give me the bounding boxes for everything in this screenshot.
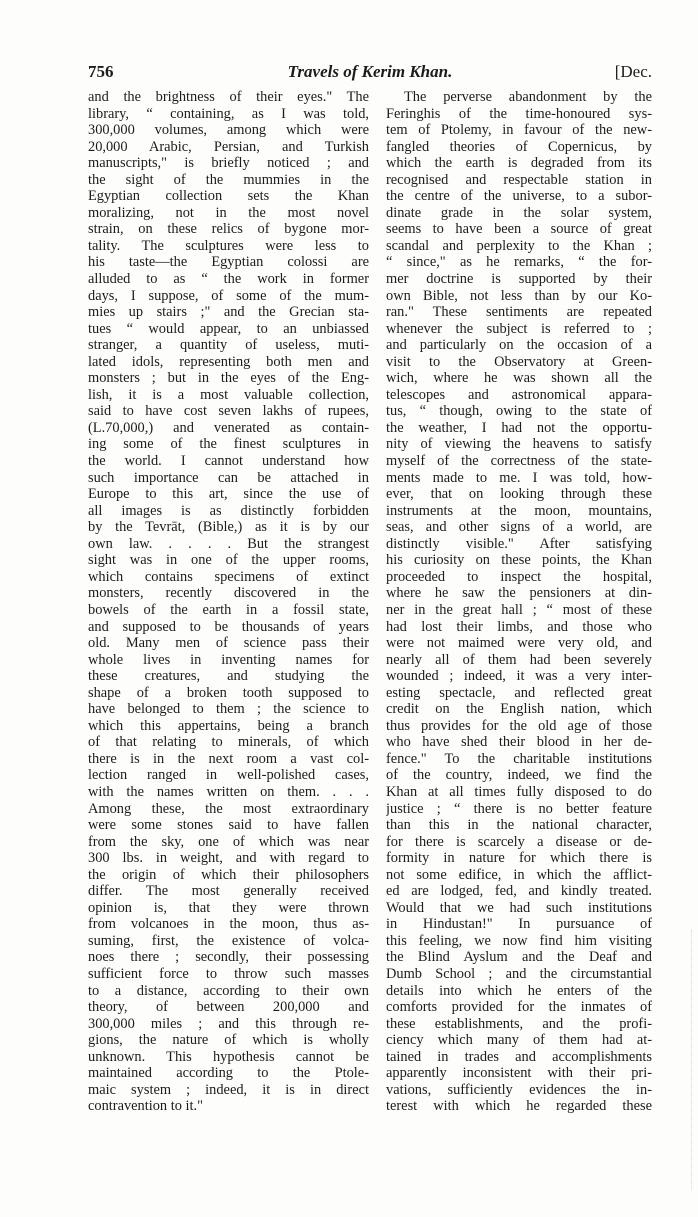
text-line: ciency which many of them had at-	[386, 1032, 652, 1049]
text-line: visit to the Observatory at Green-	[386, 353, 652, 370]
text-line: said to have cost seven lakhs of rupees,	[88, 403, 369, 420]
text-line: 20,000 Arabic, Persian, and Turkish	[88, 138, 369, 155]
text-line: whenever the subject is referred to ;	[386, 320, 652, 337]
left-text-column	[88, 89, 369, 1115]
text-line: ever, that on looking through these	[386, 486, 652, 503]
text-line: 300 lbs. in weight, and with regard to	[88, 850, 369, 867]
text-line: manuscripts," is briefly noticed ; and	[88, 155, 369, 172]
text-line: maintained according to the Ptole-	[88, 1065, 369, 1082]
text-line: ner in the great hall ; “ most of these	[386, 601, 652, 618]
text-line: moralizing, not in the most novel	[88, 204, 369, 221]
text-line: seems to have been a source of great	[386, 221, 652, 238]
text-line: lection ranged in well-polished cases,	[88, 767, 369, 784]
text-line: were some stones said to have fallen	[88, 817, 369, 834]
text-line: were not maimed were very old, and	[386, 635, 652, 652]
text-line: whole lives in inventing names for	[88, 651, 369, 668]
text-line: telescopes and astronomical appara-	[386, 386, 652, 403]
text-line: from volcanoes in the moon, thus as-	[88, 916, 369, 933]
text-line: the weather, I had not the opportu-	[386, 419, 652, 436]
text-line: these creatures, and studying the	[88, 668, 369, 685]
text-line: have belonged to them ; the science to	[88, 701, 369, 718]
text-line: apparently inconsistent with their pri-	[386, 1065, 652, 1082]
text-line: details into which he enters of the	[386, 982, 652, 999]
text-line: tained in trades and accomplishments	[386, 1048, 652, 1065]
text-line: and supposed to be thousands of years	[88, 618, 369, 635]
text-line: recognised and respectable station in	[386, 171, 652, 188]
text-line: bowels of the earth in a fossil state,	[88, 601, 369, 618]
text-line: shape of a broken tooth supposed to	[88, 684, 369, 701]
text-line: nity of viewing the heavens to satisfy	[386, 436, 652, 453]
text-line: instruments at the moon, mountains,	[386, 502, 652, 519]
text-line: strain, on these relics of bygone mor-	[88, 221, 369, 238]
text-line: the Blind Ayslum and the Deaf and	[386, 949, 652, 966]
text-line: days, I suppose, of some of the mum-	[88, 287, 369, 304]
text-line: tus, “ though, owing to the state of	[386, 403, 652, 420]
page-number: 756	[88, 62, 114, 81]
text-line: credit on the English nation, which	[386, 701, 652, 718]
text-line: (L.70,000,) and venerated as contain-	[88, 419, 369, 436]
text-line: from the sky, one of which was near	[88, 833, 369, 850]
text-line: all images is as distinctly forbidden	[88, 502, 369, 519]
text-line: mer doctrine is supported by their	[386, 271, 652, 288]
text-line: “ since," as he remarks, “ the for-	[386, 254, 652, 271]
text-line: distinctly visible." After satisfying	[386, 535, 652, 552]
right-text-column	[386, 89, 652, 1115]
text-line: who have shed their blood in her de-	[386, 734, 652, 751]
text-line: Would that we had such institutions	[386, 899, 652, 916]
text-line: of the country, indeed, we find the	[386, 767, 652, 784]
text-line: for there is scarcely a disease or de-	[386, 833, 652, 850]
text-line: Dumb School ; and the circumstantial	[386, 965, 652, 982]
text-line: tem of Ptolemy, in favour of the new-	[386, 122, 652, 139]
text-line: than this in the national character,	[386, 817, 652, 834]
text-line: seas, and other signs of a world, are	[386, 519, 652, 536]
text-line: which this appertains, being a branch	[88, 717, 369, 734]
text-line: unknown. This hypothesis cannot be	[88, 1048, 369, 1065]
text-line: the sight of the mummies in the	[88, 171, 369, 188]
text-line: tues “ would appear, to an unbiassed	[88, 320, 369, 337]
text-line: lated idols, representing both men and	[88, 353, 369, 370]
text-line: there is in the next room a vast col-	[88, 750, 369, 767]
text-line: library, “ containing, as I was told,	[88, 105, 369, 122]
text-line: to a distance, according to their own	[88, 982, 369, 999]
text-line: these establishments, and the profi-	[386, 1015, 652, 1032]
text-line: monsters ; but in the eyes of the Eng-	[88, 370, 369, 387]
text-line: old. Many men of science pass their	[88, 635, 369, 652]
text-line: comforts provided for the inmates of	[386, 999, 652, 1016]
text-line: such importance can be attached in	[88, 469, 369, 486]
text-line: ing some of the finest sculptures in	[88, 436, 369, 453]
text-line: nearly all of them had been severely	[386, 651, 652, 668]
text-line: and particularly on the occasion of a	[386, 337, 652, 354]
text-line: his taste—the Egyptian colossi are	[88, 254, 369, 271]
text-line: vations, sufficiently evidences the in-	[386, 1081, 652, 1098]
text-line: Khan at all times fully disposed to do	[386, 783, 652, 800]
text-line: had lost their limbs, and those who	[386, 618, 652, 635]
text-line: tality. The sculptures were less to	[88, 237, 369, 254]
text-line: ed are lodged, fed, and kindly treated.	[386, 883, 652, 900]
text-line: the origin of which their philosophers	[88, 866, 369, 883]
running-title: Travels of Kerim Khan.	[287, 62, 453, 81]
text-line: the world. I cannot understand how	[88, 453, 369, 470]
text-line: myself of the correctness of the state-	[386, 453, 652, 470]
text-line: lish, it is a most valuable collection,	[88, 386, 369, 403]
text-line: opinion is, that they were thrown	[88, 899, 369, 916]
text-line: which contains specimens of extinct	[88, 568, 369, 585]
text-line: theory, of between 200,000 and	[88, 999, 369, 1016]
text-line: stranger, a quantity of useless, muti-	[88, 337, 369, 354]
text-line: contravention to it."	[88, 1098, 203, 1115]
text-line: formity in nature for which there is	[386, 850, 652, 867]
page-edge-mark	[661, 930, 692, 1190]
text-line: ran." These sentiments are repeated	[386, 304, 652, 321]
text-line: gions, the nature of which is wholly	[88, 1032, 369, 1049]
text-line: maic system ; indeed, it is in direct	[88, 1081, 369, 1098]
text-line: of that relating to minerals, of which	[88, 734, 369, 751]
text-line: terest with which he regarded these	[386, 1098, 652, 1115]
text-line: mies up stairs ;" and the Grecian sta-	[88, 304, 369, 321]
text-line: with the names written on them. . . .	[88, 783, 369, 800]
text-line: which the earth is degraded from its	[386, 155, 652, 172]
text-line: suming, first, the existence of volca-	[88, 932, 369, 949]
text-line: the centre of the universe, to a subor-	[386, 188, 652, 205]
text-line: esting spectacle, and reflected great	[386, 684, 652, 701]
text-line: sight was in one of the upper rooms,	[88, 552, 369, 569]
text-line: fence." To the charitable institutions	[386, 750, 652, 767]
text-line: Feringhis of the time-honoured sys-	[386, 105, 652, 122]
text-line: wounded ; indeed, it was a very inter-	[386, 668, 652, 685]
text-line: 300,000 volumes, among which were	[88, 122, 369, 139]
text-line: noes there ; secondly, their possessing	[88, 949, 369, 966]
text-line: his curiosity on these points, the Khan	[386, 552, 652, 569]
text-line: differ. The most generally received	[88, 883, 369, 900]
text-line: this feeling, we now find him visiting	[386, 932, 652, 949]
text-line: sufficient force to throw such masses	[88, 965, 369, 982]
text-line: own Bible, not less than by our Ko-	[386, 287, 652, 304]
text-line: and the brightness of their eyes." The	[88, 89, 369, 105]
text-line: where he saw the pensioners at din-	[386, 585, 652, 602]
text-line: The perverse abandonment by the	[404, 89, 652, 105]
text-line: proceeded to inspect the hospital,	[386, 568, 652, 585]
text-line: fangled theories of Copernicus, by	[386, 138, 652, 155]
text-line: own law. . . . . But the strangest	[88, 535, 369, 552]
text-line: scandal and perplexity to the Khan ;	[386, 237, 652, 254]
page-header	[88, 62, 652, 86]
text-line: not some edifice, in which the afflict-	[386, 866, 652, 883]
text-line: thus provides for the old age of those	[386, 717, 652, 734]
text-line: ments made to me. I was told, how-	[386, 469, 652, 486]
text-line: Among these, the most extraordinary	[88, 800, 369, 817]
text-line: in Hindustan!" In pursuance of	[386, 916, 652, 933]
text-line: justice ; “ there is no better feature	[386, 800, 652, 817]
text-line: by the Tevrāt, (Bible,) as it is by our	[88, 519, 369, 536]
text-line: wich, where he was shown all the	[386, 370, 652, 387]
text-line: Egyptian collection sets the Khan	[88, 188, 369, 205]
text-line: alluded to as “ the work in former	[88, 271, 369, 288]
text-line: dinate grade in the solar system,	[386, 204, 652, 221]
text-line: Europe to this art, since the use of	[88, 486, 369, 503]
text-line: monsters, recently discovered in the	[88, 585, 369, 602]
header-date: [Dec.	[614, 62, 652, 81]
text-line: 300,000 miles ; and this through re-	[88, 1015, 369, 1032]
